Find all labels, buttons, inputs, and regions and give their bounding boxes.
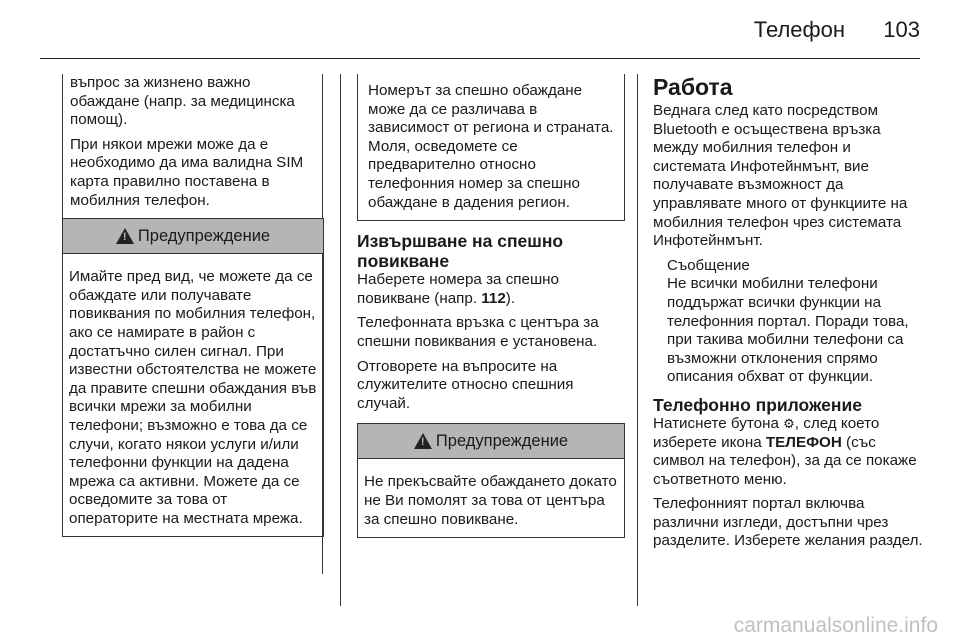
- paragraph: въпрос за жизнено важно обаждане (напр. за медицинска помощ).: [70, 74, 295, 129]
- column-left: [62, 74, 324, 537]
- section-heading: Извършване на спешно повикване: [357, 231, 564, 272]
- paragraph: Номерът за спешно обаждане може да се различава в зависимост от региона и страната. Моля, осведомете се предварително относно телефонния номер за спешно обаждане в дадения регион.: [368, 82, 614, 211]
- paragraph: Наберете номера за спешно повикване (напр. 112).: [357, 271, 559, 307]
- warning-body: Имайте пред вид, че можете да се обаждате или получавате повиквания по мобилния телефон, ако се намирате в район с достатъчно силен сигнал. При известни обстоятелства не можете да правите спешни обаждания във всички мрежи за мобилни телефони; възможно е това да се случи, когато някои услуги и/или телефонни функции на дадена мрежа са активни. Можете да се осведомите за това от операторите на местната мрежа.: [69, 268, 317, 527]
- warning-box: [62, 218, 324, 537]
- warning-body: Не прекъсвайте обаждането докато не Ви помолят за това от центъра за спешно повикване.: [364, 473, 617, 528]
- note-title: Съобщение: [667, 256, 750, 274]
- section-heading: Телефонно приложение: [653, 394, 862, 415]
- warning-title: Предупреждение: [435, 432, 569, 451]
- paragraph: Телефонният портал включва различни изгледи, достъпни чрез разделите. Изберете желания раздел.: [653, 495, 923, 550]
- header-title: Телефон: [753, 17, 845, 42]
- note-body: Не всички мобилни телефони поддържат всички функции на телефонния портал. Поради това, при такива мобилни телефони са възможни отклонения спрямо описания обхват от функции.: [667, 275, 909, 386]
- home-button-icon: ⚙: [783, 415, 795, 431]
- column-rule: [637, 74, 638, 606]
- warning-icon: [116, 228, 134, 244]
- warning-box: [357, 423, 625, 538]
- info-box: [357, 74, 625, 221]
- paragraph: Веднага след като посредством Bluetooth е осъществена връзка между мобилния телефон и системата Инфотейнмънт, вие получавате възможност да управлявате много от функциите на мобилния телефон чрез системата Инфотейнмънт.: [653, 102, 908, 250]
- warning-header: [63, 219, 323, 254]
- paragraph: При някои мрежи може да е необходимо да има валидна SIM карта правилно поставена в мобилния телефон.: [70, 135, 304, 209]
- column-rule: [340, 74, 341, 606]
- note: [653, 257, 923, 387]
- page-header: [0, 0, 960, 62]
- warning-header: [358, 424, 624, 459]
- paragraph: Отговорете на въпросите на служителите относно спешния случай.: [357, 357, 574, 412]
- paragraph: Натиснете бутона ⚙, след което изберете икона ТЕЛЕФОН (със символ на телефон), за да се покаже съответното меню.: [653, 414, 917, 488]
- section-heading: Работа: [653, 74, 733, 100]
- warning-icon: [414, 433, 432, 449]
- header-rule: [40, 58, 920, 59]
- column-right: [653, 74, 923, 557]
- paragraph: Телефонната връзка с центъра за спешни повиквания е установена.: [357, 314, 599, 350]
- watermark: carmanualsonline.info: [733, 614, 938, 637]
- warning-title: Предупреждение: [137, 226, 271, 245]
- page-number: 103: [883, 17, 920, 42]
- column-middle: [357, 74, 625, 538]
